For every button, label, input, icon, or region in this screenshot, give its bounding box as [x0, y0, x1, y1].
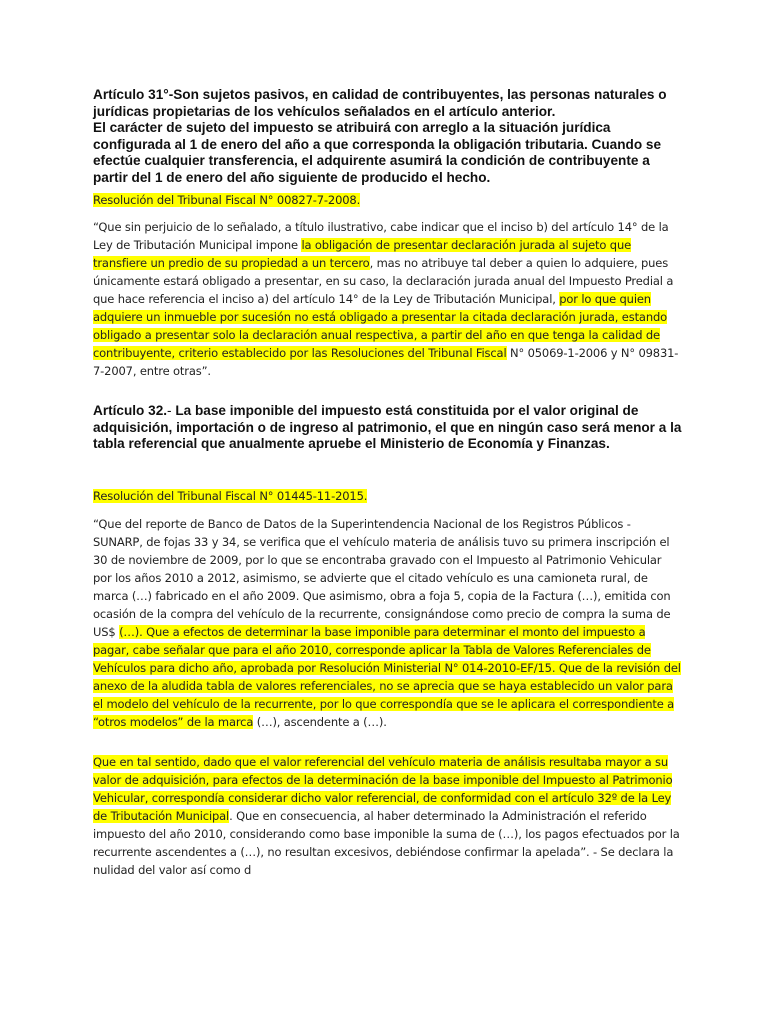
article-32: [93, 403, 683, 453]
resolution-2-highlight-1: (…). Que a efectos de determinar la base imponible para determinar el monto del impuesto a pagar, cabe señalar que para el año 2010, corresponde aplicar la Tabla de Valores Referenciales de Vehículos para dicho año, aprobada por Resolución Ministerial N° 014-2010-EF/15. Que de la revisión del anexo de la aludida tabla de valores referenciales, no se aprecia que se haya establecido un valor para el modelo del vehículo de la recurrente, por lo que correspondía que se le aplicara el correspondiente a “otros modelos” de la marca: [93, 625, 681, 729]
article-31-text-2: El carácter de sujeto del impuesto se atribuirá con arreglo a la situación jurídica configurada al 1 de enero del año a que corresponda la obligación tributaria. Cuando se efectúe cualquier transferencia, el adquirente asumirá la condición de contribuyente a partir del 1 de enero del año siguiente de producido el hecho.: [93, 120, 662, 185]
resolution-2-text-3: . Que en consecuencia, al haber determinado la Administración el referido impuesto del año 2010, considerando como base imponible la suma de (…), los pagos efectuados por la recurrente ascendentes a (…), no resultan excesivos, debiéndose confirmar la apelada”. - Se declara la nulidad del valor así como d: [93, 809, 680, 877]
resolution-2-conclusion: [93, 753, 683, 879]
resolution-1-text-3: N° 05069-1-2006 y N° 09831-7-2007, entre otras”.: [93, 346, 679, 378]
resolution-1-quote: [93, 218, 683, 380]
article-32-number: Artículo 32.: [93, 403, 168, 418]
resolution-1-text-1: “Que sin perjuicio de lo señalado, a título ilustrativo, cabe indicar que el inciso b) del artículo 14° de la Ley de Tributación Municipal impone: [93, 220, 669, 252]
resolution-2-text-1: “Que del reporte de Banco de Datos de la Superintendencia Nacional de los Registros Públicos - SUNARP, de fojas 33 y 34, se verifica que el vehículo materia de análisis tuvo su primera inscripción el 30 de noviembre de 2009, por lo que se encontraba gravado con el Impuesto al Patrimonio Vehicular por los años 2010 a 2012, asimismo, se advierte que el citado vehículo es una camioneta rural, de marca (…) fabricado en el año 2009. Que asimismo, obra a foja 5, copia de la Factura (…), emitida con ocasión de la compra del vehículo de la recurrente, consignándose como precio de compra la suma de US$: [93, 517, 671, 639]
resolution-1-highlight-2: por lo que quien adquiere un inmueble por sucesión no está obligado a presentar la citada declaración jurada, estando obligado a presentar solo la declaración anual respectiva, a partir del año en que tenga la calidad de contribuyente, criterio establecido por las Resoluciones del Tribunal Fiscal: [93, 292, 668, 360]
resolution-1-title: [93, 191, 360, 209]
article-31-text-1: -Son sujetos pasivos, en calidad de contribuyentes, las personas naturales o jurídicas propietarias de los vehículos señalados en el artículo anterior.: [93, 87, 667, 119]
article-31: [93, 87, 683, 187]
resolution-1-text-2: , mas no atribuye tal deber a quien lo adquiere, pues únicamente estará obligado a presentar, en su caso, la declaración jurada anual del Impuesto Predial a que hace referencia el inciso a) del artículo 14° de la Ley de Tributación Municipal,: [93, 256, 674, 306]
article-31-number: Artículo 31°: [93, 87, 169, 102]
resolution-1-title-text: Resolución del Tribunal Fiscal N° 00827-7-2008.: [93, 193, 361, 207]
resolution-2-highlight-2: Que en tal sentido, dado que el valor referencial del vehículo materia de análisis resultaba mayor a su valor de adquisición, para efectos de la determinación de la base imponible del Impuesto al Patrimonio Vehicular, correspondía considerar dicho valor referencial, de conformidad con el artículo 32º de la Ley de Tributación Municipal: [93, 755, 673, 823]
resolution-2-title: [93, 487, 367, 505]
resolution-2-title-text: Resolución del Tribunal Fiscal N° 01445-11-2015.: [93, 489, 368, 503]
article-32-text: La base imponible del impuesto está constituida por el valor original de adquisición, importación o de ingreso al patrimonio, el que en ningún caso será menor a la tabla referencial que anualmente apruebe el Ministerio de Economía y Finanzas.: [93, 403, 682, 452]
article-32-dash: -: [167, 403, 176, 418]
resolution-2-text-2: (…), ascendente a (…).: [253, 715, 387, 729]
resolution-2-quote: [93, 515, 683, 731]
resolution-1-highlight-1: la obligación de presentar declaración jurada al sujeto que transfiere un predio de su propiedad a un tercero: [93, 238, 632, 270]
